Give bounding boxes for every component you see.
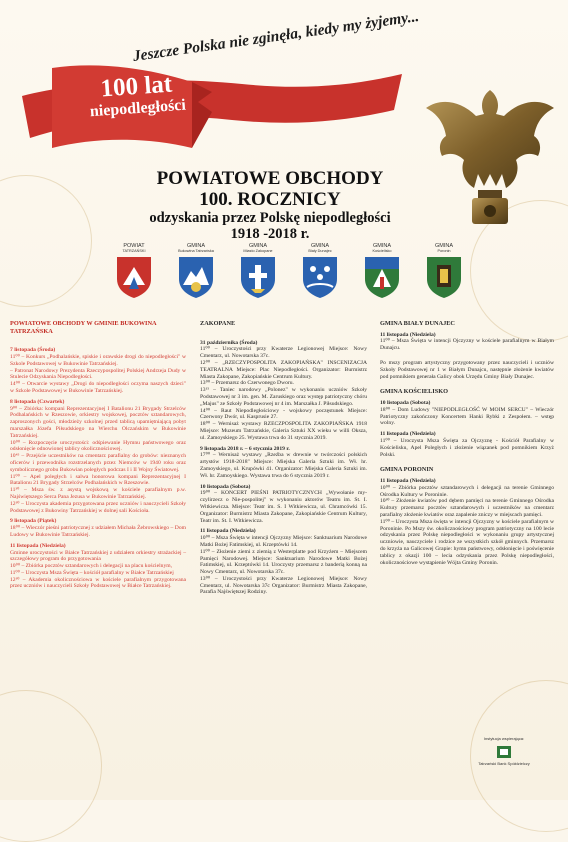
event-date: 9 listopada (Piątek) [10, 518, 57, 525]
event-entry: 10⁰⁰ – Zbiórka pocztów sztandarowych i delegacji na terenie Gminnego Ośrodka Kultury w Poroninie. [380, 484, 554, 498]
coat-bialy-dunajec [294, 243, 346, 299]
coat-koscielisko [356, 243, 408, 299]
coat-label: GMINA [186, 243, 206, 249]
event-entry: 11⁰⁰ – Uroczysta Msza święta w intencji Ojczyzny w kościele parafialnym w Poroninie. Po Mszy św. okolicznościowy program patriotyczny na 100 lecie odzyskania przez Polskę niepodległości w wykonaniu grupy artystycznej uczniowie, nauczyciele i rodzice ze wszystkich szkół gminnych. Przemarsz do krzyża na Galicowej Grapie: hymn państwowy, odsłonięcie i poświęcenie tablicy z okazji 100 – lecia odzyskania przez Polskę niepodległości, okolicznościowe wystąpienie Wójta Gminy Poronin. [380, 518, 554, 566]
event-date: 7 listopada (Środa) [10, 347, 56, 354]
coat-sublabel: Biały Dunajec [308, 249, 332, 253]
title-line-2: 100. ROCZNICY [199, 189, 341, 210]
coat-sublabel: Kościelisko [372, 249, 392, 253]
event-entry: 9⁰⁰ – Zbiórka: kompani Reprezentacyjnej I Batalionu 21 Brygady Strzelców Podhalańskich w Rzeszowie, orkiestry wojskowej, pocztów sztandarowych, zaproszonych gości, młodzieży szkolnej przed tablicą upamiętniającą pobyt marszałka Józefa Piłsudskiego na Wierchu Olczańskim w Bukowinie Tatrzańskiej. [10, 405, 186, 439]
event-entry: – Patronat Narodowy Prezydenta Rzeczypospolitej Polskiej Andrzeja Dudy w Stulecie Odzyskania Niepodległości. [10, 367, 186, 381]
event-entry: 18⁰⁰ – Dom Ludowy "NIEPODLEGŁOŚĆ W MOIM SERCU" – Wieczór Patriotyczny zakończony Koncertem Hanki Rybki z Zespołem. – wstęp wolny. [380, 406, 554, 427]
event-entry: 12³⁰ – Akademia okolicznościowa w kościele parafialnym przygotowana przez uczniów i nauczycieli Szkoły Podstawowej w Białce Tatrzańskiej. [10, 576, 186, 590]
coat-label: GMINA [372, 243, 392, 249]
shield-icon [363, 255, 401, 299]
column-heading: ZAKOPANE [200, 320, 236, 327]
section-heading: GMINA KOŚCIELISKO [380, 388, 449, 396]
coat-poronin [418, 243, 470, 299]
event-date: 11 listopada (Niedziela) [380, 477, 436, 484]
event-entry: Gminne uroczystości w Białce Tatrzańskiej z udziałem orkiestry strażackiej – szczegółowy program do przygotowania [10, 549, 186, 563]
coat-powiat-tatrzanski [108, 243, 160, 299]
independence-text: niepodległości [89, 96, 187, 121]
event-entry: 10⁴⁵ – Przejście uczestników na cmentarz parafialny do grobów: nieznanych oficerów i przewodnika rozstrzelanych przez Niemców w 1940 roku oraz symbolicznego grobu Bukowian poległych podczas I i II Wojny Światowej. [10, 453, 186, 473]
event-entry: 13¹⁵ – Taniec narodowy „Polonez" w wykonaniu uczniów Szkoły Podstawowej nr 3 im. gen. M. Zaruskiego oraz występ patriotyczny chóru „Majus" ze Szkoły Podstawowej nr 4 im. Marszałka J. Piłsudskiego. [200, 387, 367, 407]
coats-of-arms-row [108, 243, 470, 299]
coat-zakopane [232, 243, 284, 299]
event-date: 9 listopada 2018 r. – 6 stycznia 2019 r. [200, 445, 290, 452]
shield-icon [425, 255, 463, 299]
title-line-1: POWIATOWE OBCHODY [156, 168, 384, 189]
hundred-years-text: 100 lat [99, 70, 173, 103]
event-entry: 19⁰⁰ – KONCERT PIEŚNI PATRIOTYCZNYCH „Wywołanie my-czylirzecz o Nie-pospolitej" w wykonaniu aktorów Teatru im. St. I. Witkiewicza. Miejsce: Teatr im. S. I Witkiewicza, ul. Chramcówki 15. Organizator: Burmistrz Miasta Zakopane, Zakopiańskie Centrum Kultury, Teatr im. St. I. Witkiewicza. [200, 490, 367, 524]
event-entry: 14⁰⁰ – Raut Niepodległościowy - wojskowy poczęstunek Miejsce: Czerwony Dwór, ul. Kasprusie 27. [200, 407, 367, 421]
event-entry: 11⁰⁰ – Uroczysta Msza Święta za Ojczyznę - Kościół Parafialny w Kościelisku, Apel Poległych i złożenie wiązanek pod pomnikiem Krzyż Polski. [380, 437, 554, 458]
coat-sublabel: Poronin [437, 249, 451, 253]
event-entry: 10⁰⁰ – Msza Święta w intencji Ojczyzny Miejsce: Sanktuarium Narodowe Matki Bożej Fatimskiej, ul. Krzeptówki 14. [200, 535, 367, 548]
event-date: 8 listopada (Czwartek) [10, 398, 65, 405]
title-line-3: odzyskania przez Polskę niepodległości [149, 210, 391, 226]
coat-bukowina-tatrzanska [170, 243, 222, 299]
event-entry: 14⁰⁰ – Otwarcie wystawy „Drogi do niepodległości oczyma naszych dzieci" w Szkole Podstawowej w Bukowinie Tatrzańskiej. [10, 381, 186, 394]
coat-label: GMINA [248, 243, 268, 249]
programme-columns [10, 320, 558, 794]
bank-logo-icon [496, 745, 512, 759]
shield-icon [301, 255, 339, 299]
coat-sublabel: Bukowina Tatrzańska [178, 249, 214, 253]
event-entry: 11⁰⁰ – Msza Święta w intencji Ojczyzny w kościele parafialnym w Białym Dunajcu. [380, 338, 554, 352]
coat-label: GMINA [310, 243, 330, 249]
event-entry: 10⁰⁰ – Rozpoczęcie uroczystości: odśpiewanie Hymnu państwowego oraz odsłonięcie odnowionej tablicy okolicznościowej. [10, 439, 186, 453]
column-zakopane [200, 320, 367, 596]
coat-label: GMINA [434, 243, 454, 249]
section-heading: GMINA BIAŁY DUNAJEC [380, 320, 455, 327]
event-entry: 11⁰⁰ – Konkurs „Podhalańskie, spiskie i orawskie drogi do niepodległości" w Szkole Podstawowej w Bukowinie Tatrzańskiej. [10, 353, 186, 367]
shield-icon [239, 255, 277, 299]
event-date: 11 listopada (Niedziela) [380, 331, 436, 338]
sponsor-label: Instytucja wspierająca: [483, 736, 525, 741]
ornament-left [0, 175, 92, 307]
column-gminy [380, 320, 554, 566]
event-entry: 11⁰⁰ – Uroczystości przy Kwaterze Legionowej Miejsce: Nowy Cmentarz, ul. Nowotarska 37c. [200, 346, 367, 360]
event-entry: 13⁰⁰ – Uroczystości przy Kwaterze Legionowej Miejsce: Nowy Cmentarz, ul. Nowotarska 37c Organizator: Burmistrz Miasta Zakopane, Parafia Najświętszej Rodziny. [200, 575, 367, 596]
event-date: 11 listopada (Niedziela) [10, 542, 66, 549]
event-date: 10 listopada (Sobota) [380, 399, 431, 406]
event-entry: 17⁰⁰ – Wernisaż wystawy „Rzeźba w drewnie w twórczości polskich artystów 1918-2018" Miejsce: Miejska Galeria Sztuki im. Wł. hr. Zamoyskiego, ul. Krupówki 41. Organizator: Miejska Galeria Sztuki im. Wł. hr. Zamoyskiego. Wystawa trwa do 6 stycznia 2019 r. [200, 452, 367, 479]
event-date: 11 listopada (Niedziela) [200, 528, 256, 535]
event-entry: 10⁰⁰ – Zbiórka pocztów sztandarowych i delegacji na placu kościelnym, [10, 563, 172, 570]
event-entry: 11³⁰ – Msza św. z asystą wojskową w kościele parafialnym p.w. Najświętszego Serca Pana Jezusa w Bukowinie Tatrzańskiej. [10, 487, 186, 500]
section-heading: GMINA PORONIN [380, 466, 434, 474]
sponsor-name: Tatrzański Bank Spółdzielczy [478, 761, 530, 766]
event-entry: 12⁰⁰ – „RZECZYPOSPOLITA ZAKOPIAŃSKA" INSCENIZACJA TEATRALNA Miejsce: Plac Niepodległości. Organizator: Burmistrz Miasta Zakopane, Zakopiańskie Centrum Kultury. [200, 359, 367, 380]
shield-icon [177, 255, 215, 299]
event-entry: 11⁰⁰ – Apel poległych i salwa honorowa kompani Reprezentacyjnej I Batalionu 21 Brygady Strzelców Podhalańskich w Rzeszowie. [10, 473, 186, 487]
eagle-emblem-icon [420, 70, 560, 250]
event-date: 10 listopada (Sobota) [200, 483, 251, 490]
motto: Jeszcze Polska nie zginęła, kiedy my żyjemy... [131, 7, 421, 66]
title-line-4: 1918 -2018 r. [230, 226, 310, 242]
event-entry: 11⁰⁰ – Złożenie ziemi z ziemią z Westerplatte pod Krzyżem – Miejscem Pamięci Narodowej. Miejsce: Sanktuarium Narodowe Matki Bożej Fatimskiej, ul. Krzeptówki 14. Uroczysty przemarsz z banderią konną na Nowy Cmentarz, ul. Nowotarska 37c. [200, 548, 367, 576]
event-entry: 10³⁰ – Złożenie kwiatów pod dębem pamięci na terenie Gminnego Ośrodka Kultury przemarsz pocztów sztandarowych i uczestników na cmentarz parafialny złożenie kwiatów oraz zapalenie zniczy w miejscach pamięci. [380, 498, 554, 518]
event-entry: 18⁰⁰ – Wernisaż wystawy RZECZPOSPOLITA ZAKOPIAŃSKA 1918 Miejsce: Muzeum Tatrzańskie, Galeria Sztuki XX wieku w willi Oksza, ul. Zamoyskiego 25. Wystawa trwa do 31 stycznia 2019. [200, 421, 367, 441]
coat-sublabel: Miasto Zakopane [243, 249, 273, 253]
coat-sublabel: TATRZAŃSKI [122, 249, 146, 253]
title-block [110, 168, 430, 243]
event-entry: Po mszy program artystyczny przygotowany przez nauczycieli i uczniów Szkoły Podstawowej nr 1 w Białym Dunajcu, następnie złożenie kwiatów pod pomnikiem generała Galicy obok Urzędu Gminy Biały Dunajec. [380, 359, 554, 380]
sponsor-block [454, 736, 554, 766]
event-entry: 11⁰⁰ – Uroczysta Msza Święta – kościół parafialny w Białce Tatrzańskiej [10, 569, 174, 576]
shield-icon [115, 255, 153, 299]
event-entry: 18⁰⁰ – Wieczór pieśni patriotycznej z udziałem Michała Żebrowskiego – Dom Ludowy w Bukowinie Tatrzańskiej. [10, 525, 186, 538]
coat-label: POWIAT [123, 243, 145, 249]
event-date: 31 października (Środa) [200, 339, 258, 346]
column-bukowina [10, 320, 186, 590]
event-entry: 12³⁰ – Uroczysta akademia przygotowana przez uczniów i nauczycieli Szkoły Podstawowej z Bukowiny Tatrzańskiej w dolnej sali Kościoła. [10, 500, 186, 514]
event-date: 11 listopada (Niedziela) [380, 431, 436, 438]
event-entry: 13⁰⁰ – Przemarsz do Czerwonego Dworu. [200, 380, 294, 387]
column-heading: POWIATOWE OBCHODY W GMINIE BUKOWINA TATRZAŃSKA [10, 320, 157, 335]
